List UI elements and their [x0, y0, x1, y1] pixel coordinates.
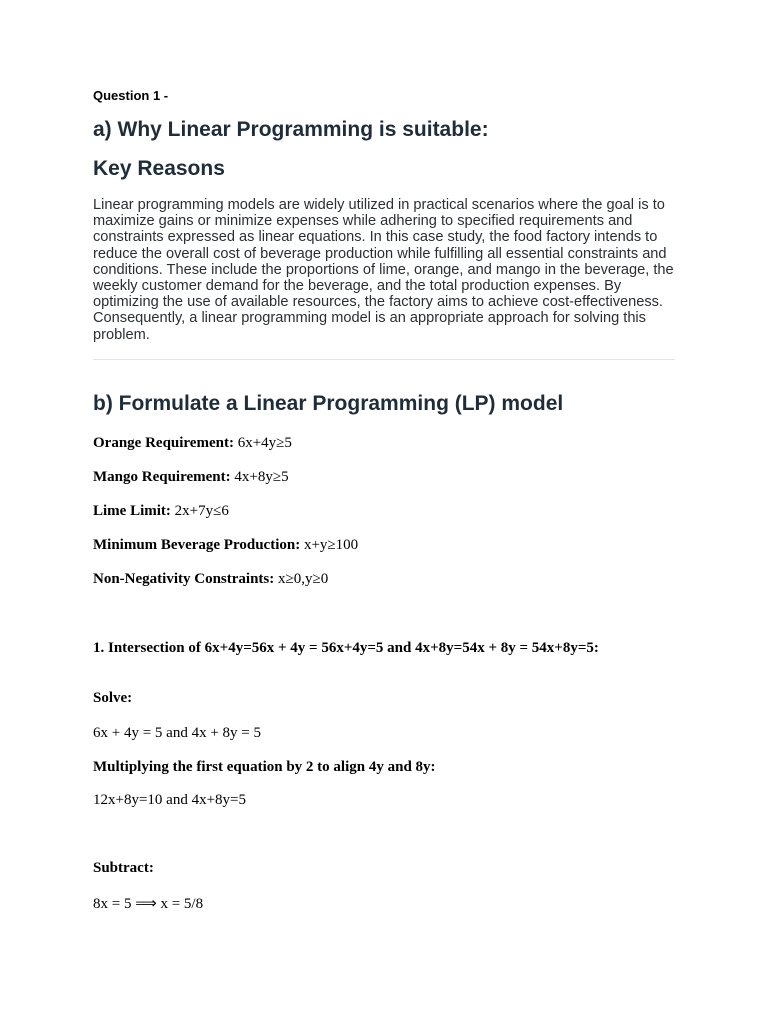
- constraint-value: x+y≥100: [300, 537, 359, 553]
- section-a-heading: a) Why Linear Programming is suitable:: [93, 118, 489, 141]
- subtract-result: 8x = 5 ⟹ x = 5/8: [93, 896, 204, 912]
- constraint-label: Mango Requirement:: [93, 469, 231, 485]
- section-b-heading: b) Formulate a Linear Programming (LP) model: [93, 392, 564, 415]
- constraint-label: Minimum Beverage Production:: [93, 537, 301, 553]
- section-divider: [93, 359, 675, 360]
- constraint-mango: [93, 469, 289, 486]
- solve-equations: 6x + 4y = 5 and 4x + 8y = 5: [93, 725, 261, 741]
- constraint-lime: [93, 503, 229, 520]
- constraint-label: Lime Limit:: [93, 503, 171, 519]
- multiply-equations: 12x+8y=10 and 4x+8y=5: [93, 792, 246, 808]
- question-label: Question 1 -: [93, 88, 169, 103]
- constraint-label: Orange Requirement:: [93, 435, 234, 451]
- constraint-orange: [93, 435, 292, 452]
- key-reasons-heading: Key Reasons: [93, 157, 225, 180]
- constraint-value: 4x+8y≥5: [230, 469, 289, 485]
- multiply-label: Multiplying the first equation by 2 to align 4y and 8y:: [93, 759, 436, 775]
- key-reasons-paragraph: Linear programming models are widely utilized in practical scenarios where the goal is to maximize gains or minimize expenses while adhering to specified requirements and constraints expressed as linear equations. In this case study, the food factory intends to reduce the overall cost of beverage production while fulfilling all essential constraints and conditions. These include the proportions of lime, orange, and mango in the beverage, the weekly customer demand for the beverage, and the total production expenses. By optimizing the use of available resources, the factory aims to achieve cost-effectiveness. Consequently, a linear programming model is an appropriate approach for solving this problem.: [93, 197, 674, 343]
- subtract-label: Subtract:: [93, 860, 154, 876]
- constraint-value: 2x+7y≤6: [170, 503, 229, 519]
- constraint-value: x≥0,y≥0: [274, 571, 329, 587]
- constraint-label: Non-Negativity Constraints:: [93, 571, 275, 587]
- intersection-heading: 1. Intersection of 6x+4y=56x + 4y = 56x+4y=5 and 4x+8y=54x + 8y = 54x+8y=5:: [93, 640, 599, 656]
- constraint-non-negativity: [93, 571, 328, 588]
- solve-label: Solve:: [93, 690, 133, 706]
- constraint-min-production: [93, 537, 358, 554]
- constraint-value: 6x+4y≥5: [233, 435, 292, 451]
